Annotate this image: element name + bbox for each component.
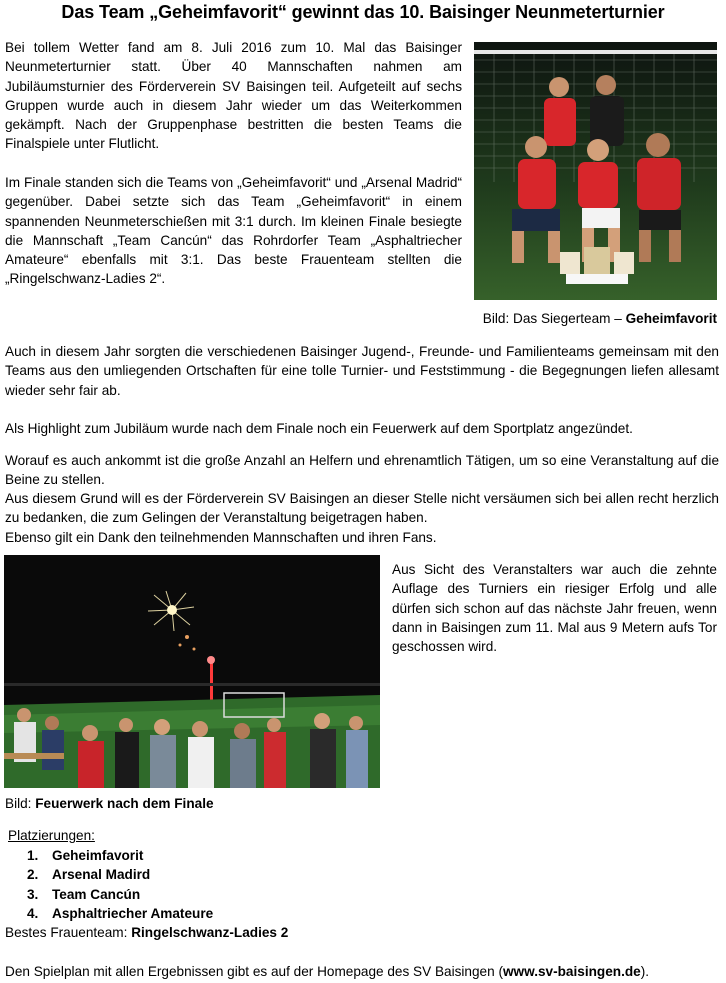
paragraph-ebenso: Ebenso gilt ein Dank den teilnehmenden Mannschaften und ihren Fans. <box>5 530 437 545</box>
paragraph-thanks: Aus diesem Grund will es der Förderverein SV Baisingen an dieser Stelle nicht versäumen sich bei allen recht herzlich zu bedanken, die zum Gelingen der Veranstaltung beigetragen haben. <box>5 491 719 526</box>
homepage-link[interactable]: www.sv-baisingen.de <box>502 964 641 979</box>
paragraph-teams: Auch in diesem Jahr sorgten die verschiedenen Baisinger Jugend-, Freunde- und Familienteams gemeinsam mit den Teams aus den umliegenden Ortschaften für eine tolle Turnier- und Feststimmung - die Begegnungen liefen allesamt wieder sehr fair ab. <box>5 344 719 398</box>
paragraph-helpers: Worauf es auch ankommt ist die große Anzahl an Helfern und ehrenamtlich Tätigen, um so eine Veranstaltung auf die Beine zu stellen. <box>5 453 719 488</box>
paragraph-intro: Bei tollem Wetter fand am 8. Juli 2016 zum 10. Mal das Baisinger Neunmeterturnier statt. Über 40 Mannschaften nahmen am Jubiläumsturnier des Förderverein SV Baisingen teil. Aufgeteilt auf sechs Gruppen wurde auch in diesem Jahr wieder um das Weiterkommen gekämpft. Nach der Gruppenphase bestritten die besten Teams die Finalspiele unter Flutlicht. <box>5 40 462 152</box>
placement-item: 4. Asphaltriecher Amateure <box>27 905 214 921</box>
paragraph-highlight: Als Highlight zum Jubiläum wurde nach dem Finale noch ein Feuerwerk auf dem Sportplatz angezündet. <box>5 421 633 436</box>
fireworks-photo <box>4 555 380 788</box>
placements-heading: Platzierungen: <box>8 828 95 843</box>
best-women-team: Bestes Frauenteam: Ringelschwanz-Ladies 2 <box>5 925 289 940</box>
placement-item: 3. Team Cancún <box>27 886 141 902</box>
winner-team-caption: Bild: Das Siegerteam – Geheimfavorit <box>482 311 717 326</box>
placement-item: 1. Geheimfavorit <box>27 848 144 863</box>
paragraph-outlook: Aus Sicht des Veranstalters war auch die zehnte Auflage des Turniers ein riesiger Erfolg und alle dürfen sich schon auf das nächste Jahr freuen, wenn dann in Baisingen zum 11. Mal aus 9 Metern aufs Tor geschossen wird. <box>392 562 717 655</box>
fireworks-caption: Bild: Feuerwerk nach dem Finale <box>5 796 214 811</box>
placement-item: 2. Arsenal Madird <box>27 867 151 883</box>
schedule-note: Den Spielplan mit allen Ergebnissen gibt es auf der Homepage des SV Baisingen (www.sv-baisingen.de). <box>5 964 650 979</box>
article-title: Das Team „Geheimfavorit“ gewinnt das 10. Baisinger Neunmeterturnier <box>61 2 665 22</box>
winner-team-photo <box>474 42 717 300</box>
paragraph-final: Im Finale standen sich die Teams von „Geheimfavorit“ und „Arsenal Madrid“ gegenüber. Dabei setzte sich das Team „Geheimfavorit“ in einem spannenden Neunmeterschießen mit 3:1 durch. Im kleinen Finale besiegte die Mannschaft „Team Cancún“ das Rohrdorfer Team „Asphaltriecher Amateure“ ebenfalls mit 3:1. Das beste Frauenteam stellten die „Ringelschwanz-Ladies 2“. <box>5 175 462 287</box>
placements-list <box>27 846 213 923</box>
